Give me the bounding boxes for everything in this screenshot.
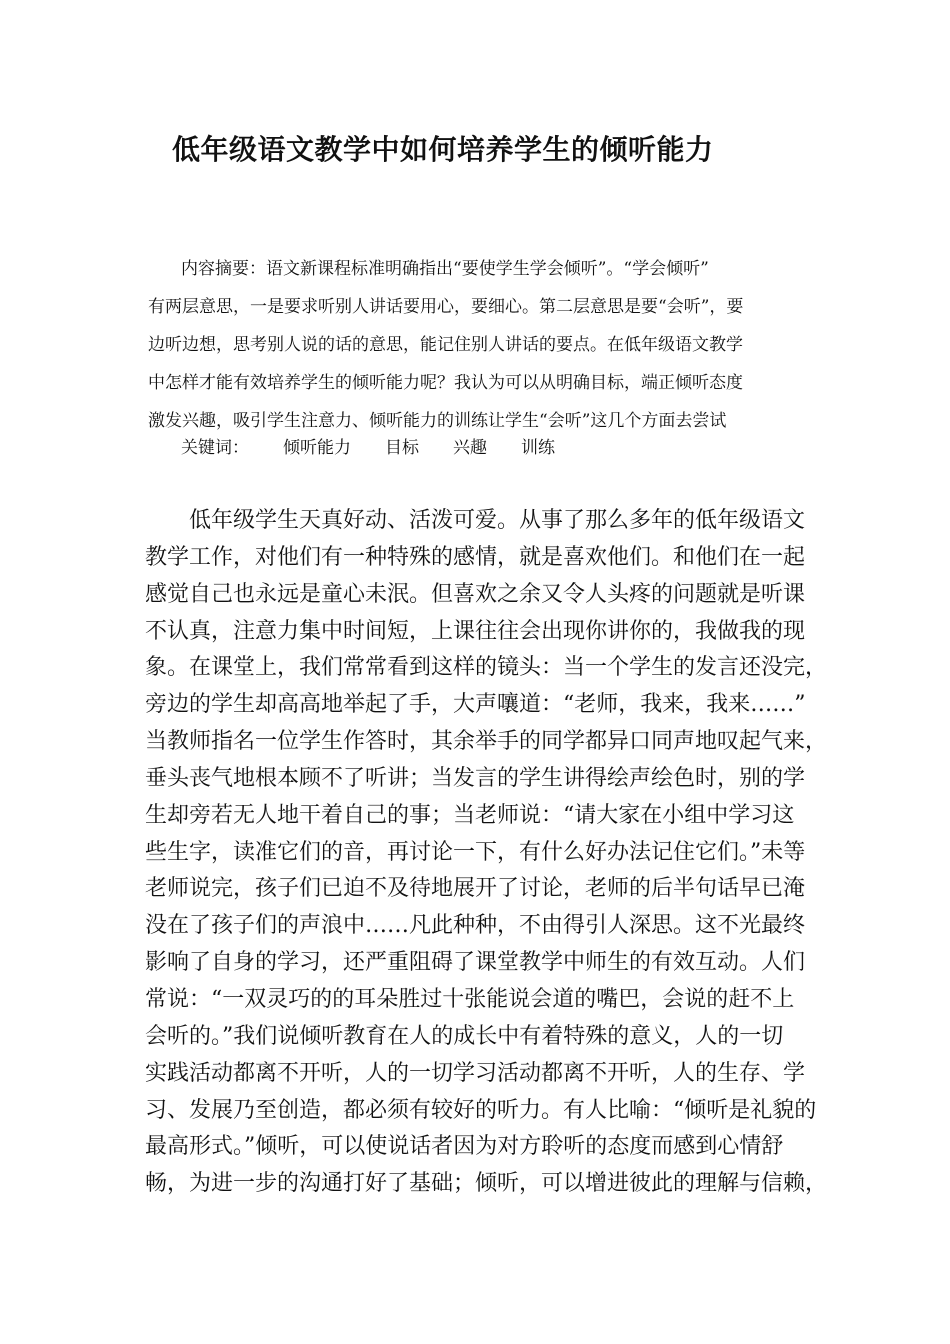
body-line: 教学工作，对他们有一种特殊的感情，就是喜欢他们。和他们在一起 (145, 544, 806, 570)
keywords-label: 关键词： (181, 438, 249, 458)
body-line: 象。在课堂上，我们常常看到这样的镜头：当一个学生的发言还没完， (145, 655, 828, 681)
abstract-line: 激发兴趣，吸引学生注意力、倾听能力的训练让学生“会听”这几个方面去尝试 (148, 411, 727, 431)
body-line: 影响了自身的学习，还严重阻碍了课堂教学中师生的有效互动。人们 (145, 950, 806, 976)
body-line: 感觉自己也永远是童心未泯。但喜欢之余又令人头疼的问题就是听课 (145, 581, 806, 607)
body-paragraph (145, 503, 828, 1203)
body-line: 习、发展乃至创造，都必须有较好的听力。有人比喻：“倾听是礼貌的 (145, 1097, 817, 1123)
abstract-line: 有两层意思，一是要求听别人讲话要用心，要细心。第二层意思是要“会听”，要 (148, 297, 744, 317)
keyword-item: 训练 (521, 438, 555, 458)
body-line: 旁边的学生却高高地举起了手，大声嚷道：“老师，我来，我来……” (145, 692, 806, 718)
keywords-line (181, 433, 555, 463)
document-title: 低年级语文教学中如何培养学生的倾听能力 (172, 133, 714, 166)
keyword-item: 兴趣 (453, 438, 487, 458)
body-line: 没在了孩子们的声浪中……凡此种种，不由得引人深思。这不光最终 (145, 913, 806, 939)
abstract-line: 边听边想，思考别人说的话的意思，能记住别人讲话的要点。在低年级语文教学 (148, 335, 743, 355)
body-line: 些生字，读准它们的音，再讨论一下，有什么好办法记住它们。”未等 (145, 839, 806, 865)
body-line: 畅，为进一步的沟通打好了基础；倾听，可以增进彼此的理解与信赖， (145, 1171, 828, 1197)
body-line: 不认真，注意力集中时间短，上课往往会出现你讲你的，我做我的现 (145, 618, 806, 644)
keyword-item: 目标 (385, 438, 419, 458)
body-line: 老师说完，孩子们已迫不及待地展开了讨论，老师的后半句话早已淹 (145, 876, 806, 902)
body-line: 生却旁若无人地干着自己的事；当老师说：“请大家在小组中学习这 (145, 802, 795, 828)
body-line: 垂头丧气地根本顾不了听讲；当发言的学生讲得绘声绘色时，别的学 (145, 765, 806, 791)
body-line: 会听的。”我们说倾听教育在人的成长中有着特殊的意义，人的一切 (145, 1023, 784, 1049)
body-line: 当教师指名一位学生作答时，其余举手的同学都异口同声地叹起气来， (145, 729, 828, 755)
body-line: 常说：“一双灵巧的的耳朵胜过十张能说会道的嘴巴，会说的赶不上 (145, 986, 795, 1012)
abstract-line: 内容摘要：语文新课程标准明确指出“要使学生学会倾听”。“学会倾听” (181, 259, 709, 279)
body-line: 实践活动都离不开听，人的一切学习活动都离不开听，人的生存、学 (145, 1060, 806, 1086)
abstract-section (148, 250, 818, 440)
body-line: 低年级学生天真好动、活泼可爱。从事了那么多年的低年级语文 (189, 508, 806, 533)
keyword-item: 倾听能力 (283, 438, 351, 458)
body-line: 最高形式。”倾听，可以使说话者因为对方聆听的态度而感到心情舒 (145, 1134, 784, 1160)
abstract-line: 中怎样才能有效培养学生的倾听能力呢？我认为可以从明确目标，端正倾听态度 (148, 373, 743, 393)
